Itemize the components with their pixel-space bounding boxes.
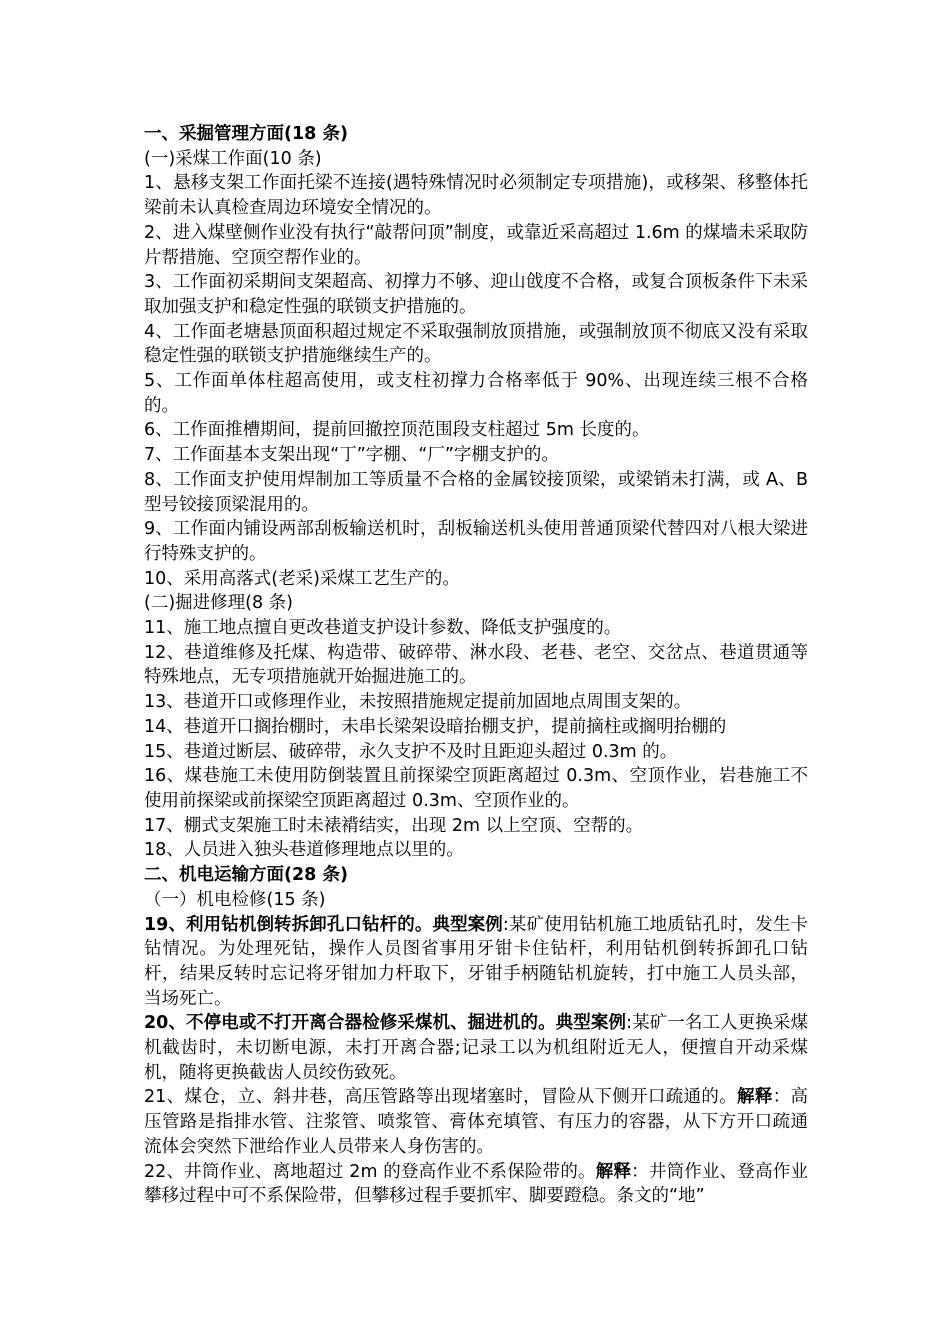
rule-item-4: 4、工作面老塘悬顶面积超过规定不采取强制放顶措施，或强制放顶不彻底又没有采取稳定性强的联锁支护措施继续生产的。 bbox=[144, 321, 808, 367]
rule-22-explain: ：井筒作业、登高作业攀移过程中可不系保险带，但攀移过程手要抓牢、脚要蹬稳。条文的“地” bbox=[144, 1161, 809, 1207]
rule-20-title: 20、不停电或不打开离合器检修采煤机、掘进机的。典型案例 bbox=[144, 1013, 627, 1034]
rule-19-case: :某矿使用钻机施工地质钻孔时，发生卡钻情况。为处理死钻，操作人员图省事用牙钳卡住钻杆，利用钻机倒转拆卸孔口钻杆，结果反转时忘记将牙钳加力杆取下，牙钳手柄随钻机旋转，打中施工人员头部，当场死亡。 bbox=[144, 914, 808, 1009]
rule-item-7: 7、工作面基本支架出现“丁”字棚、“厂”字棚支护的。 bbox=[144, 445, 559, 466]
rule-item-13: 13、巷道开口或修理作业，未按照措施规定提前加固地点周围支架的。 bbox=[144, 692, 692, 713]
rule-item-21 bbox=[144, 1085, 808, 1159]
rule-item-22 bbox=[144, 1160, 808, 1209]
section-heading-mining: 一、采掘管理方面(18 条) bbox=[144, 124, 348, 144]
rule-item-8: 8、工作面支护使用焊制加工等质量不合格的金属铰接顶梁，或梁销未打满，或 A、B 型号铰接顶梁混用的。 bbox=[144, 469, 808, 515]
rule-22-explain-label: 解释 bbox=[595, 1161, 632, 1182]
rule-20-case: :某矿一名工人更换采煤机截齿时，未切断电源，未打开离合器;记录工以为机组附近无人，便擅自开动采煤机，随将更换截齿人员绞伤致死。 bbox=[144, 1013, 808, 1083]
rule-21-explain-label: 解释 bbox=[737, 1087, 773, 1108]
rule-item-19 bbox=[144, 913, 808, 1012]
rule-item-5: 5、工作面单体柱超高使用，或支柱初撑力合格率低于 90%、出现连续三根不合格的。 bbox=[144, 371, 808, 416]
rule-item-15: 15、巷道过断层、破碎带，永久支护不及时且距迎头超过 0.3m 的。 bbox=[144, 741, 678, 762]
rule-item-17: 17、棚式支架施工时未裱褙结实，出现 2m 以上空顶、空帮的。 bbox=[144, 815, 644, 836]
rule-19-title: 19、利用钻机倒转拆卸孔口钻杆的。典型案例 bbox=[144, 914, 503, 935]
rule-item-12: 12、巷道维修及托煤、构造带、破碎带、淋水段、老巷、老空、交岔点、巷道贯通等特殊地点，无专项措施就开始掘进施工的。 bbox=[144, 642, 808, 688]
rule-22-title: 22、井筒作业、离地超过 2m 的登高作业不系保险带的。 bbox=[144, 1161, 596, 1182]
rule-item-1: 1、悬移支架工作面托梁不连接(遇特殊情况时必须制定专项措施)，或移架、移整体托梁前未认真检查周边环境安全情况的。 bbox=[144, 173, 808, 219]
section-heading-electromechanical: 二、机电运输方面(28 条) bbox=[144, 865, 348, 886]
document-page bbox=[144, 122, 808, 1209]
subsection-heading-coal-face: (一)采煤工作面(10 条) bbox=[144, 148, 322, 169]
rule-item-2: 2、进入煤壁侧作业没有执行“敲帮问顶”制度，或靠近采高超过 1.6m 的煤墙未采取防片帮措施、空顶空帮作业的。 bbox=[144, 222, 808, 268]
rule-item-14: 14、巷道开口搁抬棚时，未串长梁架设暗抬棚支护，提前摘柱或搁明抬棚的 bbox=[144, 716, 727, 737]
rule-item-11: 11、施工地点擅自更改巷道支护设计参数、降低支护强度的。 bbox=[144, 618, 622, 639]
subsection-heading-maintenance: （一）机电检修(15 条) bbox=[144, 889, 326, 910]
rule-item-6: 6、工作面推槽期间，提前回撤控顶范围段支柱超过 5m 长度的。 bbox=[144, 420, 650, 441]
rule-21-explain: ：高压管路是指排水管、注浆管、喷浆管、膏体充填管、有压力的容器，从下方开口疏通流体会突然下泄给作业人员带来人身伤害的。 bbox=[144, 1087, 809, 1157]
rule-item-10: 10、采用高落式(老采)采煤工艺生产的。 bbox=[144, 568, 460, 589]
rule-item-20 bbox=[144, 1011, 808, 1085]
rule-item-18: 18、人员进入独头巷道修理地点以里的。 bbox=[144, 840, 464, 861]
rule-21-title: 21、煤仓，立、斜井巷，高压管路等出现堵塞时，冒险从下侧开口疏通的。 bbox=[144, 1087, 738, 1108]
rule-item-3: 3、工作面初采期间支架超高、初撑力不够、迎山戗度不合格，或复合顶板条件下未采取加强支护和稳定性强的联锁支护措施的。 bbox=[144, 272, 808, 317]
rule-item-16: 16、煤巷施工未使用防倒装置且前探梁空顶距离超过 0.3m、空顶作业，岩巷施工不使用前探梁或前探梁空顶距离超过 0.3m、空顶作业的。 bbox=[144, 766, 808, 811]
subsection-heading-excavation: (二)掘进修理(8 条) bbox=[144, 593, 294, 614]
rule-item-9: 9、工作面内铺设两部刮板输送机时，刮板输送机头使用普通顶梁代替四对八根大梁进行特殊支护的。 bbox=[144, 519, 808, 564]
